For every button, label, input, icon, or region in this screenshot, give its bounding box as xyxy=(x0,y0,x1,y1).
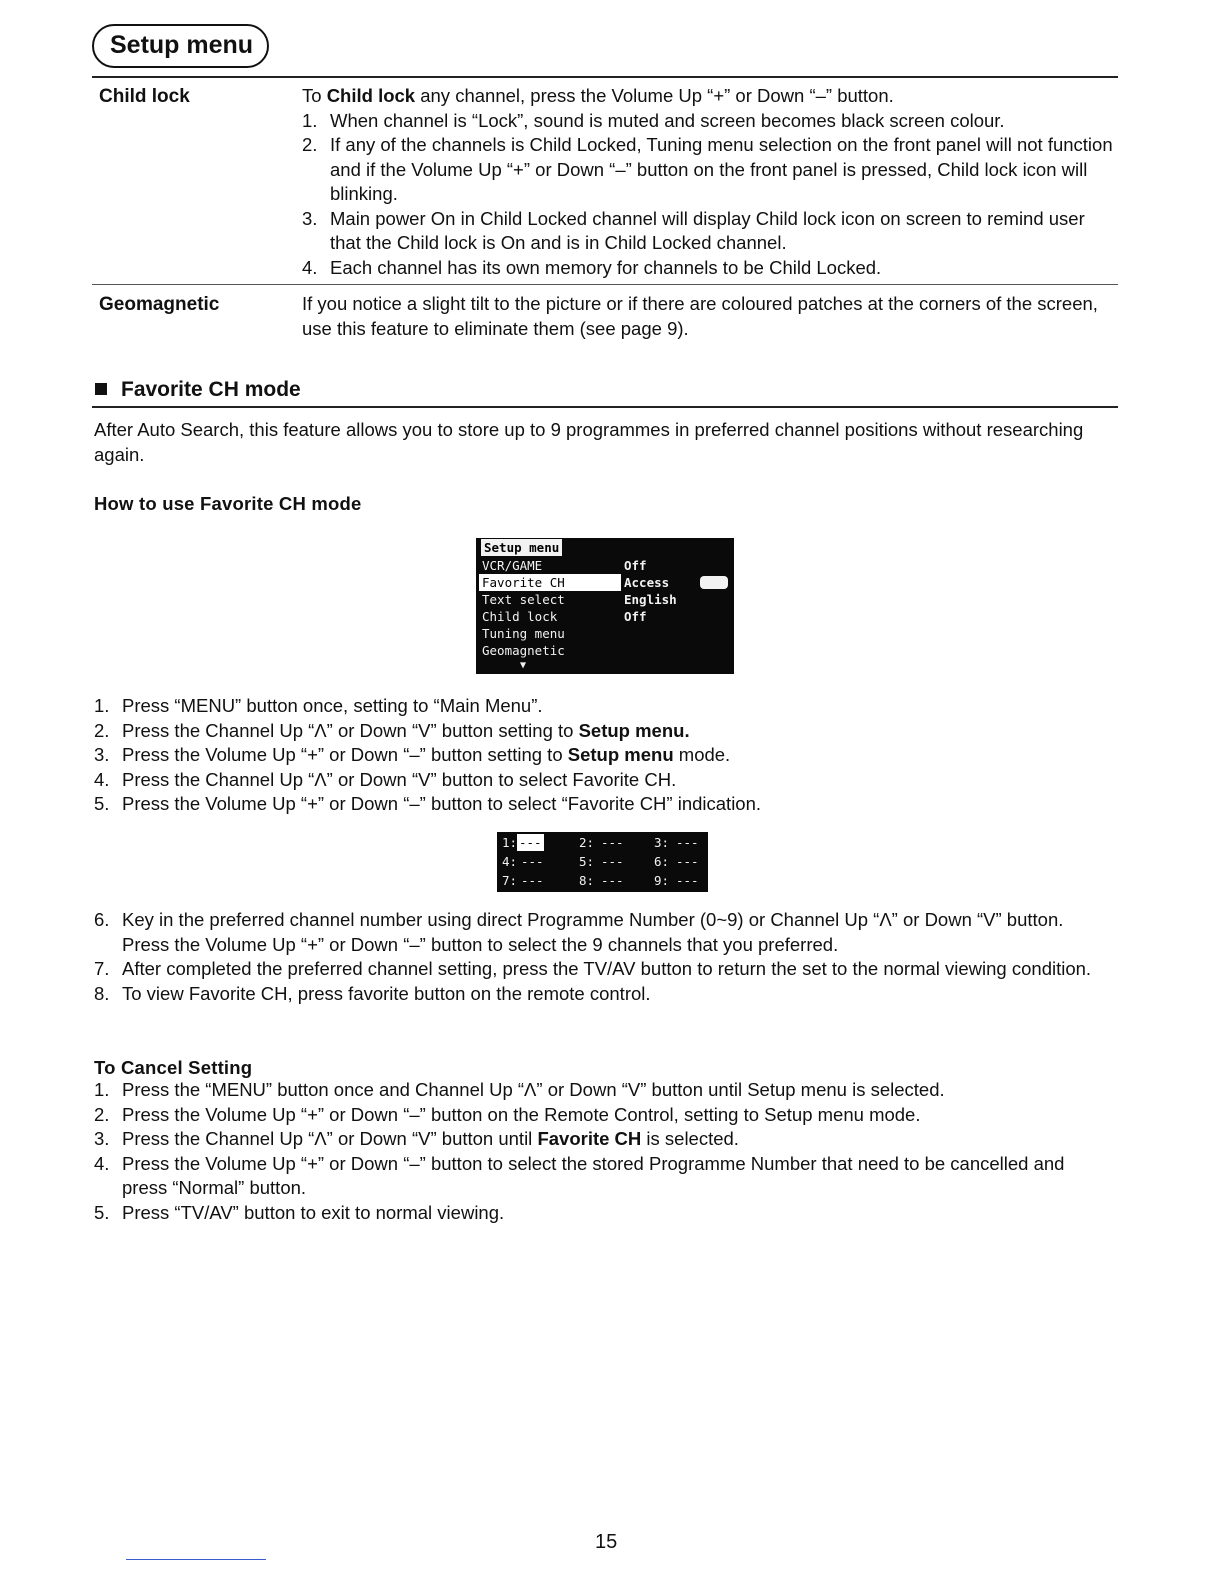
osd-slot-number: 4: xyxy=(502,854,518,869)
geomagnetic-description: If you notice a slight tilt to the picture or if there are coloured patches at the corners of the screen, use this feature to eliminate them (see page 9). xyxy=(302,293,1098,339)
osd-slot-number: 2: xyxy=(579,835,595,850)
osd-row-value: Off xyxy=(624,558,647,573)
child-lock-description xyxy=(302,84,1114,280)
list-item: 4. Press the Volume Up “+” or Down “–” button to select the stored Programme Number that need to be cancelled and press “Normal” button. xyxy=(94,1152,1065,1198)
list-item: 3. Press the Volume Up “+” or Down “–” button setting to Setup menu mode. xyxy=(94,744,731,765)
osd-row-value: Off xyxy=(624,609,647,624)
geomagnetic-term: Geomagnetic xyxy=(99,294,220,315)
osd-slot-number: 1: xyxy=(502,835,518,850)
page-title: Setup menu xyxy=(92,24,269,68)
section-divider xyxy=(92,284,1118,285)
footer-rule xyxy=(126,1559,266,1560)
osd-slot-value: --- xyxy=(601,835,624,850)
header-rule xyxy=(92,76,1118,78)
osd-row-label: Text select xyxy=(482,592,565,607)
list-item: 4. Each channel has its own memory for channels to be Child Locked. xyxy=(302,256,882,278)
cancel-steps xyxy=(94,1078,1114,1225)
osd-slot-value: --- xyxy=(601,873,624,888)
osd-slot-value: --- xyxy=(676,835,699,850)
list-item: 2. Press the Volume Up “+” or Down “–” button on the Remote Control, setting to Setup menu mode. xyxy=(94,1103,921,1125)
osd-slot-value: --- xyxy=(676,854,699,869)
osd-slot-value: --- xyxy=(676,873,699,888)
osd-slot-value-selected: --- xyxy=(519,835,542,850)
child-lock-term: Child lock xyxy=(99,86,190,107)
list-item: 8. To view Favorite CH, press favorite button on the remote control. xyxy=(94,982,651,1004)
list-item: 2. If any of the channels is Child Locked, Tuning menu selection on the front panel will not function and if the Volume Up “+” or Down “–” button on the front panel is pressed, Child lock icon will blinking. xyxy=(302,134,1113,204)
osd-menu-title: Setup menu xyxy=(481,539,562,556)
how-to-heading: How to use Favorite CH mode xyxy=(94,493,362,514)
osd-slot-value: --- xyxy=(601,854,624,869)
osd-row-label-selected: Favorite CH xyxy=(479,574,621,591)
list-item: 5. Press “TV/AV” button to exit to normal viewing. xyxy=(94,1201,505,1223)
cancel-heading: To Cancel Setting xyxy=(94,1057,253,1078)
favorite-steps-b xyxy=(94,908,1114,1006)
osd-slot-value: --- xyxy=(521,873,544,888)
osd-slot-number: 9: xyxy=(654,873,670,888)
osd-row-label: Tuning menu xyxy=(482,626,565,641)
osd-row-label: VCR/GAME xyxy=(482,558,543,573)
osd-slot-number: 6: xyxy=(654,854,670,869)
favorite-steps-a xyxy=(94,694,1114,817)
osd-row-value: English xyxy=(624,592,677,607)
osd-down-arrow-icon: ▼ xyxy=(520,660,527,671)
favorite-ch-intro: After Auto Search, this feature allows you to store up to 9 programmes in preferred channel positions without researching again. xyxy=(94,419,1084,465)
list-item: 3. Press the Channel Up “Λ” or Down “V” button until Favorite CH is selected. xyxy=(94,1128,739,1149)
page-number: 15 xyxy=(595,1531,618,1553)
osd-row-value: Access xyxy=(624,575,670,590)
list-item: 6. Key in the preferred channel number using direct Programme Number (0~9) or Channel Up “Λ” or Down “V” button. Press the Volume Up “+” or Down “–” button to select the 9 channels that you preferred. xyxy=(94,909,1064,955)
osd-row-label: Child lock xyxy=(482,609,558,624)
osd-cursor-indicator xyxy=(700,576,728,589)
list-item: 1. Press “MENU” button once, setting to “Main Menu”. xyxy=(94,695,543,716)
list-item: 7. After completed the preferred channel setting, press the TV/AV button to return the set to the normal viewing condition. xyxy=(94,958,1092,979)
list-item: 2. Press the Channel Up “Λ” or Down “V” button setting to Setup menu. xyxy=(94,719,690,741)
osd-slot-number: 5: xyxy=(579,854,595,869)
child-lock-list xyxy=(302,109,1114,281)
osd-setup-menu xyxy=(476,538,734,674)
list-item: 1. Press the “MENU” button once and Channel Up “Λ” or Down “V” button until Setup menu is selected. xyxy=(94,1079,945,1100)
osd-slot-value: --- xyxy=(521,854,544,869)
osd-favorite-grid xyxy=(497,832,708,892)
osd-slot-number: 8: xyxy=(579,873,595,888)
osd-slot-number: 3: xyxy=(654,835,670,850)
osd-row-label: Geomagnetic xyxy=(482,643,565,658)
osd-slot-number: 7: xyxy=(502,873,518,888)
list-item: 5. Press the Volume Up “+” or Down “–” button to select “Favorite CH” indication. xyxy=(94,793,762,814)
bullet-square-icon xyxy=(95,383,107,395)
list-item: 4. Press the Channel Up “Λ” or Down “V” button to select Favorite CH. xyxy=(94,768,677,790)
favorite-ch-rule xyxy=(92,406,1118,408)
list-item: 3. Main power On in Child Locked channel will display Child lock icon on screen to remind user that the Child lock is On and is in Child Locked channel. xyxy=(302,207,1085,253)
child-lock-intro: To Child lock any channel, press the Volume Up “+” or Down “–” button. xyxy=(302,85,894,106)
list-item: 1. When channel is “Lock”, sound is muted and screen becomes black screen colour. xyxy=(302,109,1005,131)
favorite-ch-heading: Favorite CH mode xyxy=(95,378,301,402)
